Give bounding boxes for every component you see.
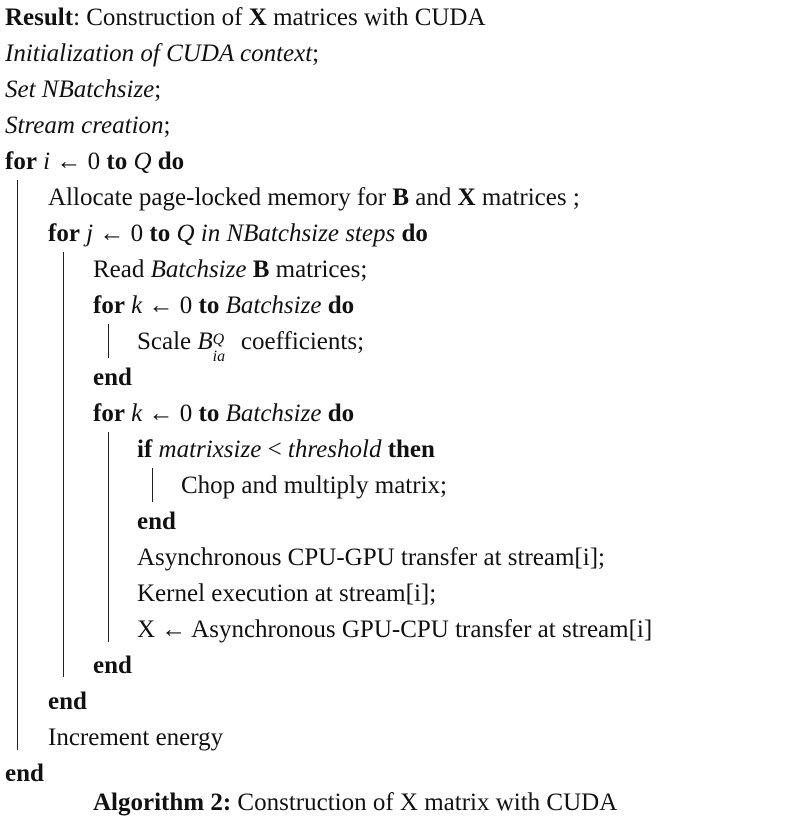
end-for-j: end [48, 688, 87, 715]
loop-limit: Batchsize [225, 292, 322, 319]
allocate-b: B [392, 184, 409, 211]
for-keyword: for [48, 220, 80, 247]
kernel-line: Kernel execution at stream[i]; [137, 580, 437, 607]
scale-superscript: Q [212, 331, 225, 349]
for-k1-line [93, 291, 354, 321]
scale-line [137, 327, 365, 366]
do-keyword: do [327, 292, 355, 319]
if-keyword: if [137, 436, 153, 463]
to-keyword: to [149, 220, 171, 247]
end-for-k1: end [93, 364, 132, 391]
loop-steps: in NBatchsize steps [200, 220, 396, 247]
scale-text-1: Scale [137, 328, 198, 355]
result-label: Result [5, 4, 74, 31]
scale-b: B [197, 328, 213, 355]
result-text-1: : Construction of [73, 4, 249, 31]
semicolon: ; [163, 112, 171, 139]
allocate-line [48, 183, 580, 213]
init-text: Initialization of CUDA context [5, 40, 313, 67]
read-batchsize: Batchsize [150, 256, 247, 283]
do-keyword: do [401, 220, 428, 247]
if-cond-1: matrixsize [158, 436, 262, 463]
algorithm-caption [93, 788, 617, 818]
assign-arrow: ← 0 [93, 220, 150, 247]
scope-bar-for-j [63, 252, 64, 677]
assign-arrow: ← 0 [50, 148, 107, 175]
assign-arrow: ← 0 [142, 292, 199, 319]
end-for-k2: end [93, 652, 132, 679]
for-k2-line [93, 399, 354, 429]
for-i-line [5, 147, 184, 177]
read-b: B [252, 256, 270, 283]
semicolon: ; [154, 76, 162, 103]
async-gpu-cpu-line: X ← Asynchronous GPU-CPU transfer at stream[i] [137, 616, 653, 643]
for-keyword: for [5, 148, 37, 175]
end-for-i: end [5, 760, 44, 787]
scale-scripts [212, 331, 235, 366]
scope-bar-for-k2 [108, 432, 109, 642]
less-than: < [261, 436, 288, 463]
stream-creation-text: Stream creation [5, 112, 164, 139]
then-keyword: then [387, 436, 435, 463]
loop-var-k: k [131, 400, 143, 427]
read-text-2: matrices; [269, 256, 368, 283]
read-line [93, 255, 367, 285]
loop-limit: Q [133, 148, 152, 175]
set-batch-line [5, 75, 161, 105]
allocate-text-2: and [409, 184, 458, 211]
scope-bar-if [152, 468, 153, 502]
set-batch-text: Set NBatchsize [5, 76, 155, 103]
stream-creation-line [5, 111, 171, 141]
loop-limit: Batchsize [225, 400, 322, 427]
if-line [137, 435, 435, 465]
increment-line: Increment energy [48, 724, 224, 751]
for-j-line [48, 219, 428, 249]
to-keyword: to [198, 400, 220, 427]
async-cpu-gpu-line: Asynchronous CPU-GPU transfer at stream[i]; [137, 544, 605, 571]
end-if: end [137, 508, 176, 535]
loop-limit: Q [176, 220, 195, 247]
for-keyword: for [93, 400, 125, 427]
read-text-1: Read [93, 256, 151, 283]
caption-text: Construction of X matrix with CUDA [231, 789, 618, 816]
caption-label: Algorithm 2: [93, 789, 232, 816]
result-line [5, 3, 486, 33]
allocate-x: X [457, 184, 476, 211]
for-keyword: for [93, 292, 125, 319]
allocate-text-1: Allocate page-locked memory for [48, 184, 393, 211]
scale-text-2: coefficients; [234, 328, 365, 355]
loop-var-k: k [131, 292, 143, 319]
scope-bar-for-k1 [108, 324, 109, 358]
if-cond-2: threshold [287, 436, 382, 463]
do-keyword: do [157, 148, 185, 175]
scope-bar-for-i [17, 180, 18, 750]
loop-var-i: i [43, 148, 51, 175]
to-keyword: to [106, 148, 128, 175]
init-line [5, 39, 319, 69]
allocate-text-3: matrices ; [475, 184, 580, 211]
result-text-2: matrices with CUDA [266, 4, 486, 31]
loop-var-j: j [86, 220, 94, 247]
chop-line: Chop and multiply matrix; [181, 472, 447, 499]
scale-subscript: ia [212, 348, 226, 366]
assign-arrow: ← 0 [142, 400, 199, 427]
do-keyword: do [327, 400, 355, 427]
semicolon: ; [312, 40, 320, 67]
to-keyword: to [198, 292, 220, 319]
result-bold-x: X [248, 4, 267, 31]
